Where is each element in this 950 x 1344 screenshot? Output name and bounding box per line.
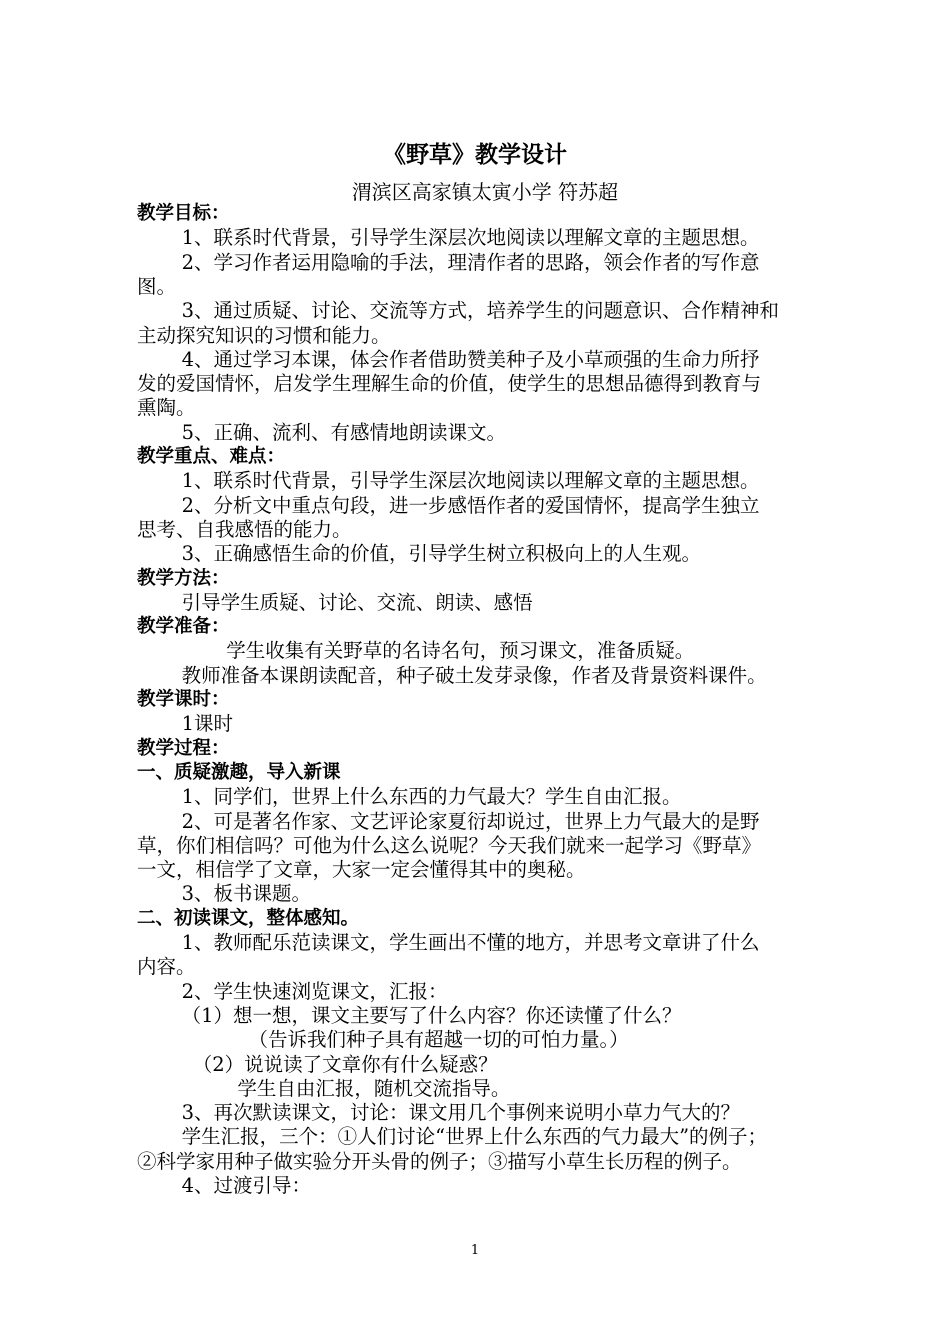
section-heading: 教学课时： [137, 689, 230, 710]
text-line: 1课时 [181, 712, 234, 736]
text-line: 草，你们相信吗？可他为什么这么说呢？今天我们就来一起学习《野草》 [137, 833, 762, 857]
text-line: 1、联系时代背景，引导学生深层次地阅读以理解文章的主题思想。 [181, 226, 760, 250]
section-heading: 教学目标： [137, 203, 230, 224]
text-line: 2、分析文中重点句段，进一步感悟作者的爱国情怀，提高学生独立 [181, 493, 760, 517]
section-heading: 教学过程： [137, 737, 230, 759]
text-line: （2）说说读了文章你有什么疑惑？ [192, 1052, 498, 1076]
text-line: 1、联系时代背景，引导学生深层次地阅读以理解文章的主题思想。 [181, 469, 760, 493]
text-line: 4、过渡引导： [181, 1174, 312, 1197]
text-line: 2、可是著名作家、文艺评论家夏衍却说过，世界上力气最大的是野 [181, 809, 760, 833]
text-line: 1、同学们，世界上什么东西的力气最大？学生自由汇报。 [181, 785, 682, 809]
text-line: 3、板书课题。 [181, 882, 312, 906]
text-line: （告诉我们种子具有超越一切的可怕力量。） [248, 1028, 629, 1052]
text-line: 引导学生质疑、讨论、交流、朗读、感悟 [181, 590, 533, 614]
text-line: 教师准备本课朗读配音，种子破土发芽录像，作者及背景资料课件。 [181, 663, 767, 687]
text-line: 学生收集有关野草的名诗名句，预习课文，准备质疑。 [226, 639, 695, 663]
text-line: （1）想一想，课文主要写了什么内容？你还读懂了什么？ [181, 1003, 682, 1027]
text-line: 思考、自我感悟的能力。 [137, 517, 352, 541]
document-author: 渭滨区高家镇太寅小学 符苏超 [351, 180, 619, 204]
text-line: 2、学习作者运用隐喻的手法，理清作者的思路，领会作者的写作意 [181, 250, 760, 274]
text-line: 主动探究知识的习惯和能力。 [137, 323, 391, 347]
text-line: 熏陶。 [137, 396, 196, 420]
text-line: 发的爱国情怀，启发学生理解生命的价值，使学生的思想品德得到教育与 [137, 372, 762, 396]
text-line: ②科学家用种子做实验分开头骨的例子；③描写小草生长历程的例子。 [137, 1149, 742, 1173]
text-line: 2、学生快速浏览课文，汇报： [181, 979, 448, 1003]
section-heading: 一、质疑激趣，导入新课 [137, 761, 341, 783]
text-line: 3、正确感悟生命的价值，引导学生树立积极向上的人生观。 [181, 542, 702, 566]
text-line: 5、正确、流利、有感情地朗读课文。 [181, 420, 507, 444]
text-line: 1、教师配乐范读课文，学生画出不懂的地方，并思考文章讲了什么 [181, 931, 760, 954]
text-line: 一文，相信学了文章，大家一定会懂得其中的奥秘。 [137, 858, 586, 882]
text-line: 图。 [137, 274, 177, 298]
section-heading: 教学重点、难点： [137, 446, 286, 467]
page-number: 1 [470, 1243, 480, 1258]
text-line: 3、通过质疑、讨论、交流等方式，培养学生的问题意识、合作精神和 [181, 299, 780, 323]
text-line: 学生汇报，三个：①人们讨论“世界上什么东西的气力最大”的例子； [181, 1125, 768, 1149]
document-title: 《野草》教学设计 [383, 142, 567, 168]
text-line: 内容。 [137, 955, 196, 979]
text-line: 学生自由汇报，随机交流指导。 [237, 1076, 511, 1100]
section-heading: 教学准备： [137, 616, 230, 638]
text-line: 4、通过学习本课，体会作者借助赞美种子及小草顽强的生命力所抒 [181, 347, 760, 371]
section-heading: 二、初读课文，整体感知。 [137, 907, 360, 929]
section-heading: 教学方法： [137, 567, 230, 589]
text-line: 3、再次默读课文，讨论：课文用几个事例来说明小草力气大的？ [181, 1101, 741, 1125]
